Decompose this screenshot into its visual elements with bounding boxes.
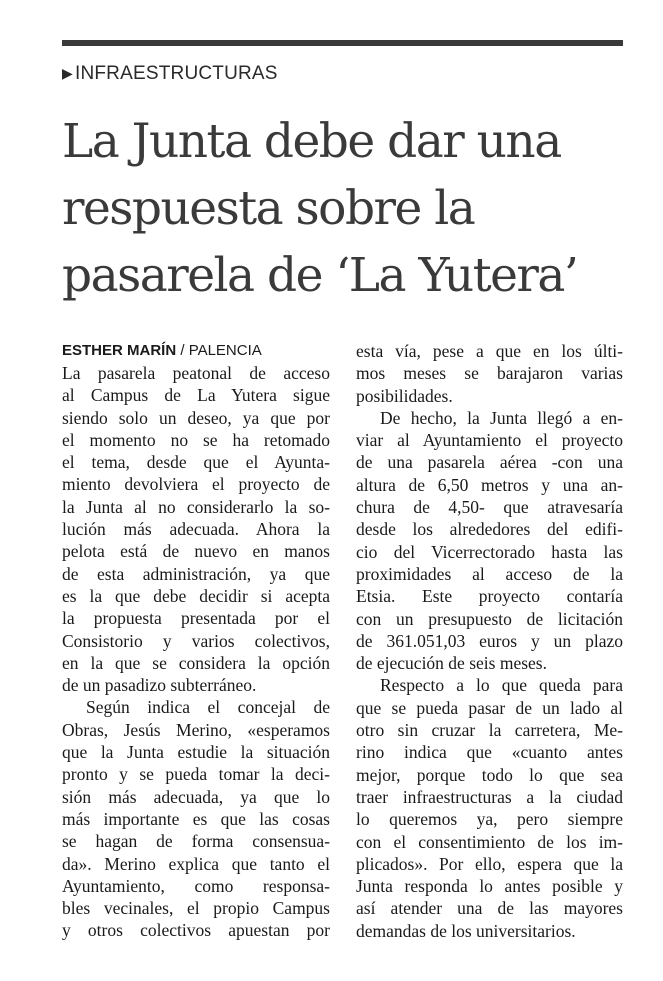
top-rule [62,40,623,46]
body-line: así atender una de las mayores [356,898,623,919]
article-column-right [356,340,623,942]
body-line: cio del Vicerrectorado hasta las [356,541,623,562]
body-line: desde los alrededores del edifi- [356,519,623,540]
body-line: mejor, porque todo lo que sea [356,764,623,785]
body-line: al Campus de La Yutera sigue [62,385,330,406]
body-line: que se pueda pasar de un lado al [356,697,623,718]
body-line: posibilidades. [356,385,453,406]
body-line: altura de 6,50 metros y una an- [356,474,623,495]
body-line: lo queremos ya, pero siempre [356,809,623,830]
body-line: y otros colectivos apuestan por [62,920,330,941]
body-line: Consistorio y varios colectivos, [62,630,330,651]
body-line: bles vecinales, el propio Campus [62,898,330,919]
body-line: de 361.051,03 euros y un plazo [356,630,623,651]
body-line: esta vía, pese a que en los últi- [356,341,623,361]
headline [62,108,637,309]
body-line: en la que se considera la opción [62,652,330,673]
body-line: la Junta al no considerarlo la so- [62,496,330,517]
body-line: pelota está de nuevo en manos [62,541,330,562]
headline-line-2: respuesta sobre la [62,181,475,236]
body-line: traer infraestructuras a la ciudad [356,786,623,807]
article-column-left [62,362,330,942]
body-line: pronto y se pueda tomar la deci- [62,764,330,785]
body-line: de ejecución de seis meses. [356,653,547,674]
body-line: con un presupuesto de licitación [356,608,623,629]
body-line: proximidades al acceso de la [356,563,623,584]
body-line: da». Merino explica que tanto el [62,853,330,874]
triangle-arrow-icon: ▶ [62,65,73,81]
body-line: miento devolviera el proyecto de [62,474,330,495]
byline-place: PALENCIA [188,342,262,359]
body-line: de un pasadizo subterráneo. [62,675,257,696]
body-line: Ayuntamiento, como responsa- [62,875,330,896]
body-line: otro sin cruzar la carretera, Me- [356,720,623,741]
body-line: Obras, Jesús Merino, «esperamos [62,719,330,740]
body-line: La pasarela peatonal de acceso [62,363,330,383]
body-line: De hecho, la Junta llegó a en- [380,407,623,428]
body-line: la propuesta presentada por el [62,608,330,629]
body-line: Etsia. Este proyecto contaría [356,586,623,607]
section-label: INFRAESTRUCTURAS [74,63,278,84]
body-line: lución más adecuada. Ahora la [62,519,330,540]
headline-line-3: pasarela de ‘La Yutera’ [62,248,578,303]
body-line: de una pasarela aérea -con una [356,452,623,473]
body-line: Respecto a lo que queda para [380,675,623,696]
body-line: más importante es que las cosas [62,808,330,829]
body-line: de esta administración, ya que [62,563,330,584]
body-line: demandas de los universitarios. [356,920,576,941]
byline-author: ESTHER MARÍN [62,342,177,359]
body-line: con el consentimiento de los im- [356,831,623,852]
body-line: Junta responda lo antes posible y [356,876,623,897]
headline-line-1: La Junta debe dar una [62,114,561,169]
body-line: mos meses se barajaron varias [356,363,623,384]
byline [62,341,262,361]
body-line: el tema, desde que el Ayunta- [62,452,330,473]
body-line: se hagan de forma consensua- [62,831,330,852]
body-line: el momento no se ha retomado [62,429,330,450]
body-line: Según indica el concejal de [86,697,330,718]
body-line: chura de 4,50- que atravesaría [356,497,623,518]
body-line: sión más adecuada, ya que lo [62,786,330,807]
section-tag [62,63,278,85]
body-line: que la Junta estudie la situación [62,742,330,763]
body-line: plicados». Por ello, espera que la [356,853,623,874]
body-line: viar al Ayuntamiento el proyecto [356,430,623,451]
byline-separator: / [176,342,189,359]
body-line: rino indica que «cuanto antes [356,742,623,763]
body-line: es la que debe decidir si acepta [62,585,330,606]
body-line: siendo solo un deseo, ya que por [62,407,330,428]
